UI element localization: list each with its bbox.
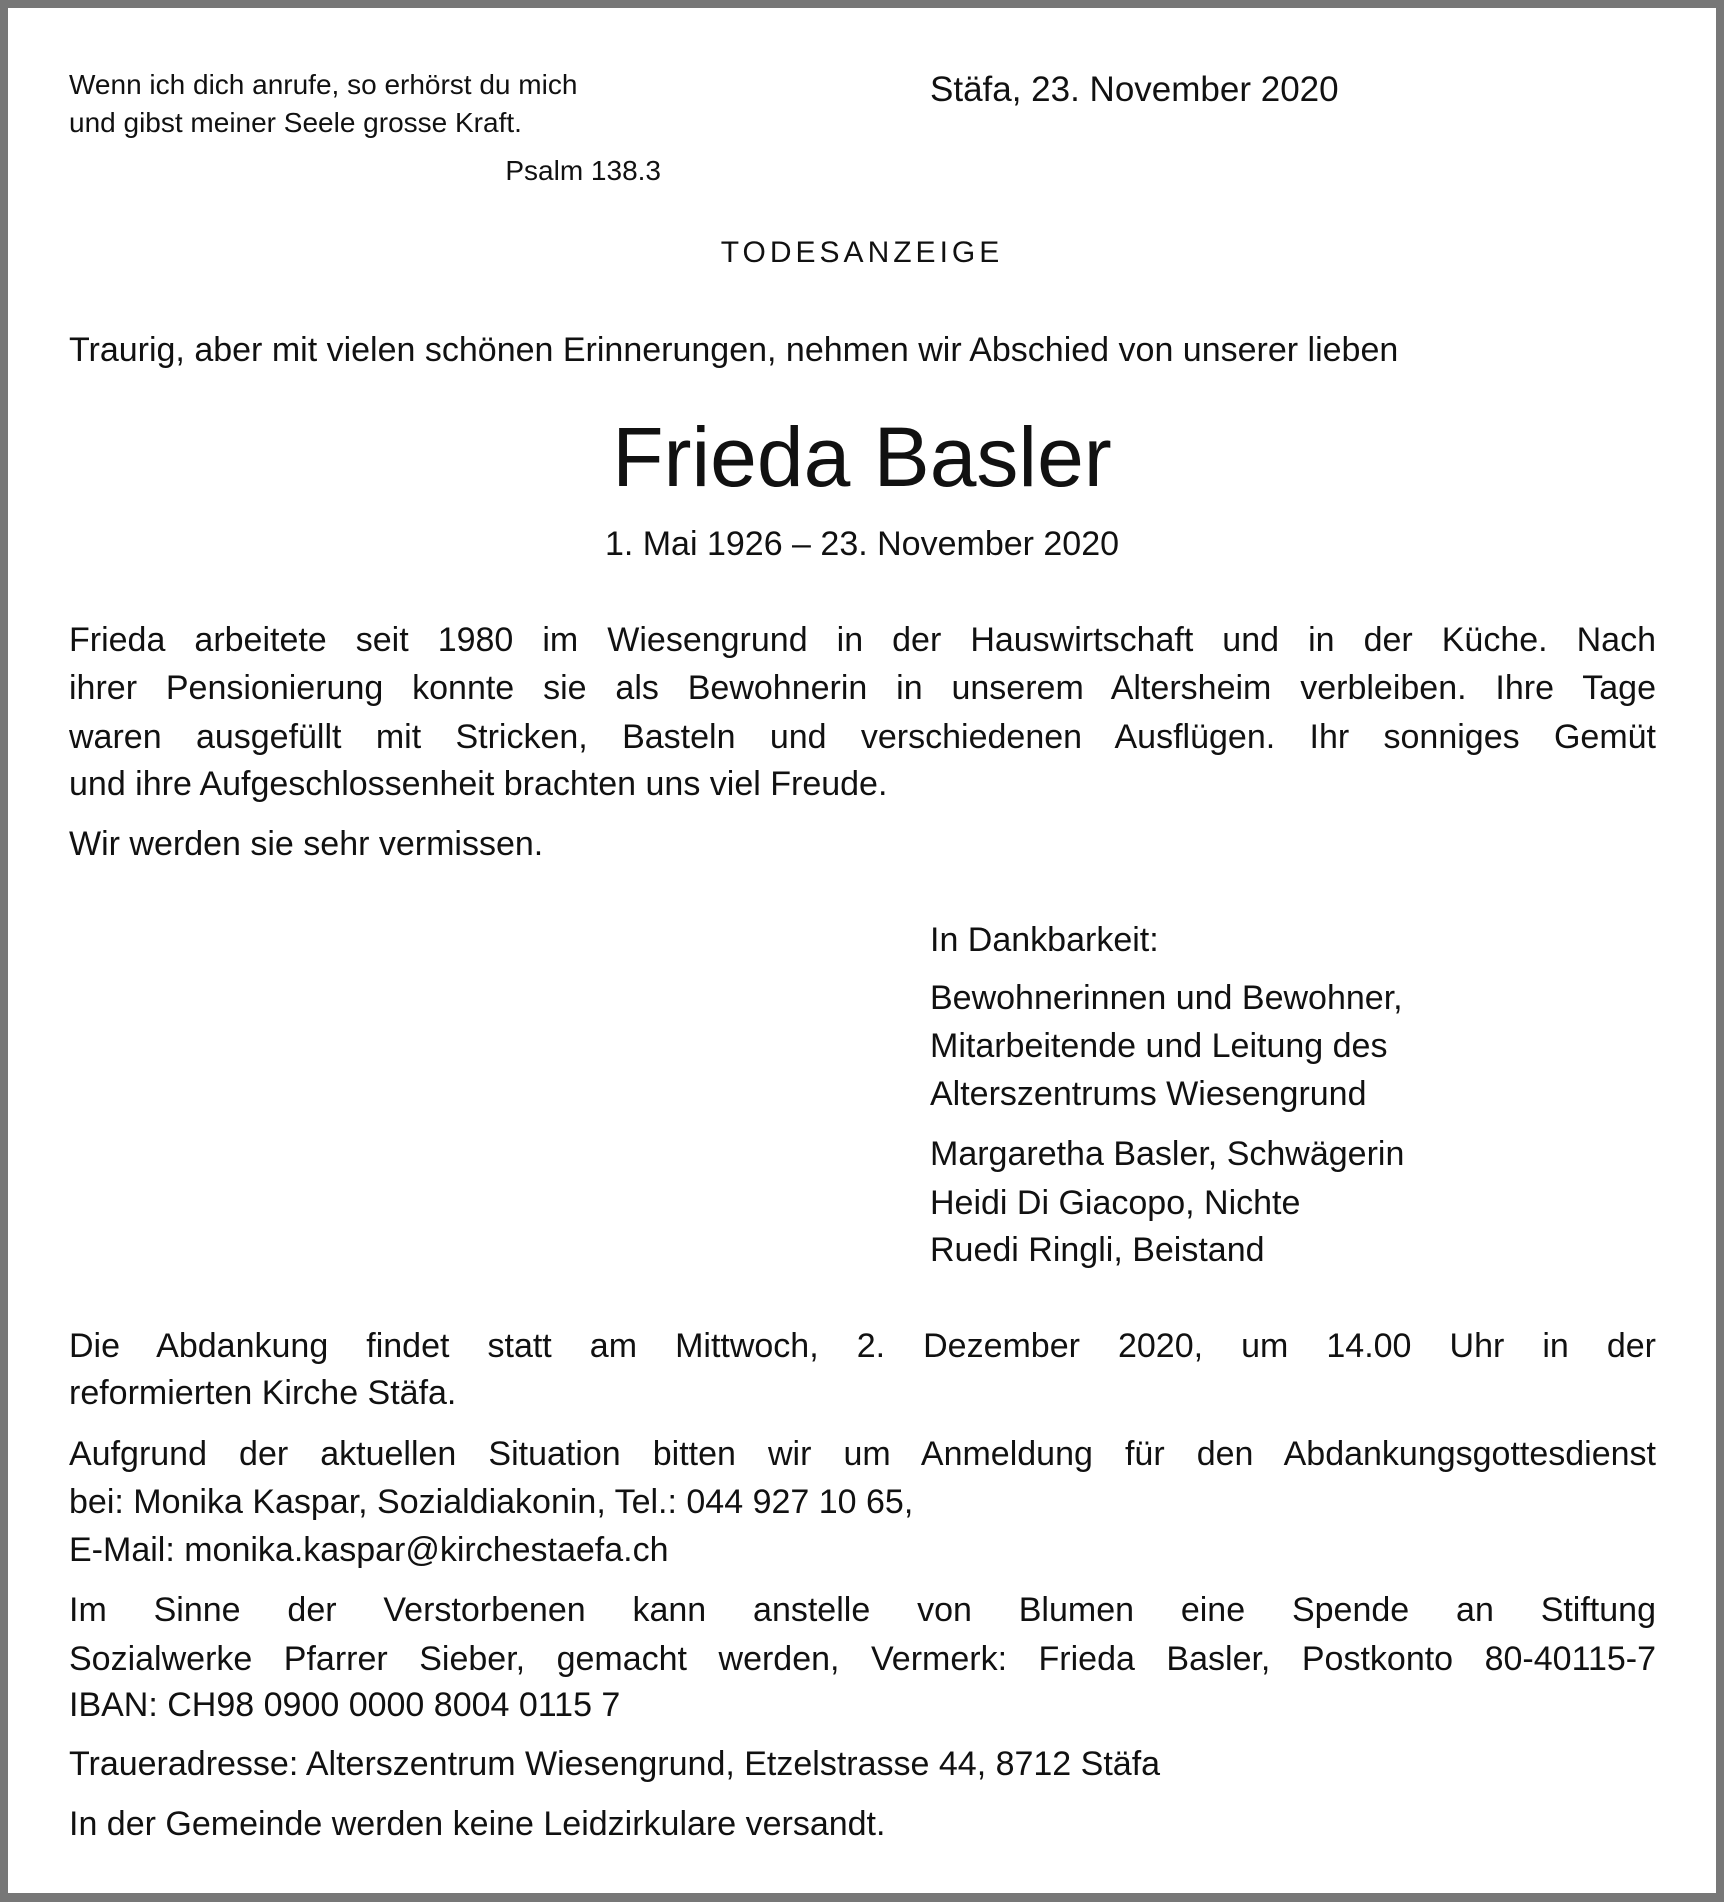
quote-source: Psalm 138.3 [505, 155, 661, 186]
mourner-line: Bewohnerinnen und Bewohner, [930, 979, 1403, 1017]
donation-line: Im Sinne der Verstorbenen kann anstelle von Blumen eine Spende an Stiftung [69, 1591, 1656, 1629]
place-date: Stäfa, 23. November 2020 [930, 70, 1339, 109]
donation-line: Sozialwerke Pfarrer Sieber, gemacht werden, Vermerk: Frieda Basler, Postkonto 80-40115-7 [69, 1640, 1656, 1678]
mourning-address: Traueradresse: Alterszentrum Wiesengrund, Etzelstrasse 44, 8712 Stäfa [69, 1745, 1161, 1783]
mourner-line: Alterszentrums Wiesengrund [930, 1075, 1367, 1113]
donation-iban: IBAN: CH98 0900 0000 8004 0115 7 [69, 1686, 621, 1724]
bio-line: und ihre Aufgeschlossenheit brachten uns viel Freude. [69, 765, 888, 803]
registration-email: E-Mail: monika.kaspar@kirchestaefa.ch [69, 1531, 669, 1569]
bio-line: ihrer Pensionierung konnte sie als Bewohnerin in unserem Altersheim verbleiben. Ihre Tage [69, 669, 1656, 707]
circular-notice: In der Gemeinde werden keine Leidzirkulare versandt. [69, 1805, 886, 1843]
mourner-line: Ruedi Ringli, Beistand [930, 1231, 1265, 1269]
service-line: reformierten Kirche Stäfa. [69, 1374, 457, 1412]
service-line: Die Abdankung findet statt am Mittwoch, 2. Dezember 2020, um 14.00 Uhr in der [69, 1327, 1656, 1365]
bio-line: Frieda arbeitete seit 1980 im Wiesengrund in der Hauswirtschaft und in der Küche. Nach [69, 621, 1656, 659]
heading: TODESANZEIGE [720, 236, 1004, 269]
deceased-name: Frieda Basler [612, 410, 1112, 504]
registration-line: Aufgrund der aktuellen Situation bitten wir um Anmeldung für den Abdankungsgottesdienst [69, 1435, 1656, 1473]
mourner-line: Margaretha Basler, Schwägerin [930, 1135, 1405, 1173]
intro-text: Traurig, aber mit vielen schönen Erinnerungen, nehmen wir Abschied von unserer lieben [69, 331, 1399, 369]
quote-line: Wenn ich dich anrufe, so erhörst du mich [69, 69, 578, 100]
bio-line: waren ausgefüllt mit Stricken, Basteln und verschiedenen Ausflügen. Ihr sonniges Gemüt [69, 718, 1656, 756]
mourners-label: In Dankbarkeit: [930, 921, 1159, 959]
miss-text: Wir werden sie sehr vermissen. [69, 825, 544, 863]
life-dates: 1. Mai 1926 – 23. November 2020 [604, 525, 1120, 563]
quote-line: und gibst meiner Seele grosse Kraft. [69, 107, 522, 138]
registration-line: bei: Monika Kaspar, Sozialdiakonin, Tel.: 044 927 10 65, [69, 1483, 914, 1521]
mourner-line: Mitarbeitende und Leitung des [930, 1027, 1388, 1065]
mourner-line: Heidi Di Giacopo, Nichte [930, 1184, 1301, 1222]
